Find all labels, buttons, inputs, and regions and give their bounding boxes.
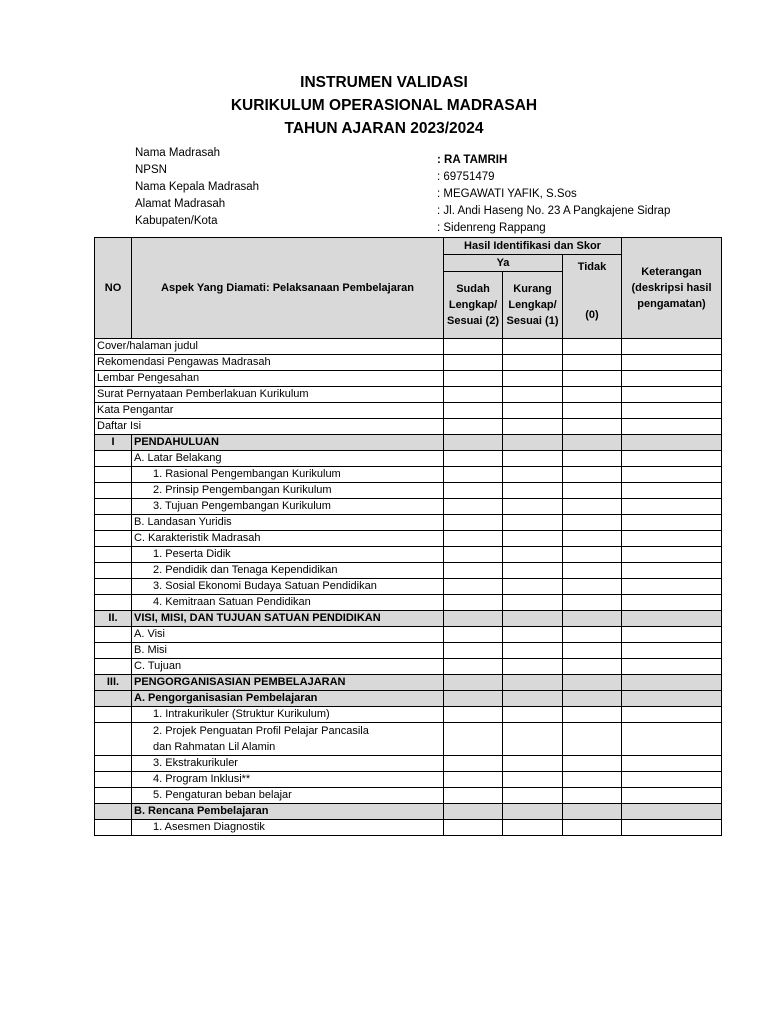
row-label: Daftar Isi	[95, 419, 444, 435]
row-label: Kata Pengantar	[95, 403, 444, 419]
row-label: Lembar Pengesahan	[95, 371, 444, 387]
table-row	[95, 403, 722, 419]
validation-table	[94, 237, 722, 836]
table-row	[95, 820, 722, 836]
subsection-row	[95, 691, 722, 707]
row-label: 2. Pendidik dan Tenaga Kependidikan	[132, 563, 444, 579]
info-labels	[135, 145, 259, 230]
table-row	[95, 371, 722, 387]
info-label: Kabupaten/Kota	[135, 215, 218, 227]
info-label: Alamat Madrasah	[135, 198, 226, 210]
section-number: I	[95, 435, 132, 451]
header-kurang: Kurang Lengkap/ Sesuai (1)	[503, 272, 563, 339]
row-label: 1. Intrakurikuler (Struktur Kurikulum)	[132, 707, 444, 723]
row-label: 3. Ekstrakurikuler	[132, 756, 444, 772]
subsection-row	[95, 804, 722, 820]
header-tidak-label: Tidak	[577, 261, 607, 273]
row-label: B. Misi	[132, 643, 444, 659]
header-sudah: Sudah Lengkap/ Sesuai (2)	[444, 272, 503, 339]
info-label: Nama Kepala Madrasah	[135, 181, 260, 193]
section-number: II.	[95, 611, 132, 627]
table-row	[95, 451, 722, 467]
row-label: 1. Rasional Pengembangan Kurikulum	[132, 467, 444, 483]
header-tidak-score: (0)	[585, 309, 599, 321]
table-row	[95, 643, 722, 659]
table-row	[95, 788, 722, 804]
info-value-kabupaten: : Sidenreng Rappang	[437, 222, 546, 234]
table-row	[95, 563, 722, 579]
section-title: VISI, MISI, DAN TUJUAN SATUAN PENDIDIKAN	[132, 611, 444, 627]
section-row	[95, 611, 722, 627]
table-row	[95, 467, 722, 483]
table-row	[95, 772, 722, 788]
row-label: 4. Program Inklusi**	[132, 772, 444, 788]
row-label: 2. Projek Penguatan Profil Pelajar Pancasila dan Rahmatan Lil Alamin	[132, 723, 444, 756]
table-row	[95, 499, 722, 515]
table-row	[95, 627, 722, 643]
row-label: C. Tujuan	[132, 659, 444, 675]
header-hasil: Hasil Identifikasi dan Skor	[444, 238, 622, 255]
row-label: 3. Tujuan Pengembangan Kurikulum	[132, 499, 444, 515]
row-label: Cover/halaman judul	[95, 339, 444, 355]
section-number: III.	[95, 675, 132, 691]
section-row	[95, 675, 722, 691]
table-row	[95, 339, 722, 355]
info-value-madrasah: : RA TAMRIH	[437, 154, 508, 166]
row-label: B. Landasan Yuridis	[132, 515, 444, 531]
table-row	[95, 355, 722, 371]
info-values	[437, 152, 670, 237]
table-row	[95, 756, 722, 772]
table-row	[95, 515, 722, 531]
row-label: Surat Pernyataan Pemberlakuan Kurikulum	[95, 387, 444, 403]
row-label: A. Latar Belakang	[132, 451, 444, 467]
section-row	[95, 435, 722, 451]
table-row	[95, 707, 722, 723]
doc-title-line2: KURIKULUM OPERASIONAL MADRASAH	[230, 97, 538, 114]
section-title: PENDAHULUAN	[132, 435, 444, 451]
table-row	[95, 723, 722, 756]
info-value-npsn: : 69751479	[437, 171, 495, 183]
row-label: 1. Peserta Didik	[132, 547, 444, 563]
row-label: C. Karakteristik Madrasah	[132, 531, 444, 547]
section-title: PENGORGANISASIAN PEMBELAJARAN	[132, 675, 444, 691]
row-label: 3. Sosial Ekonomi Budaya Satuan Pendidikan	[132, 579, 444, 595]
info-value-kepala: : MEGAWATI YAFIK, S.Sos	[437, 188, 577, 200]
table-row	[95, 387, 722, 403]
subsection-title: B. Rencana Pembelajaran	[132, 804, 444, 820]
table-row	[95, 659, 722, 675]
row-label: Rekomendasi Pengawas Madrasah	[95, 355, 444, 371]
header-no: NO	[95, 238, 132, 339]
info-label: NPSN	[135, 164, 167, 176]
row-label: A. Visi	[132, 627, 444, 643]
table-row	[95, 595, 722, 611]
table-row	[95, 483, 722, 499]
row-label: 1. Asesmen Diagnostik	[132, 820, 444, 836]
info-value-alamat: : Jl. Andi Haseng No. 23 A Pangkajene Sidrap	[437, 205, 671, 217]
subsection-title: A. Pengorganisasian Pembelajaran	[132, 691, 444, 707]
header-aspek: Aspek Yang Diamati: Pelaksanaan Pembelajaran	[132, 238, 444, 339]
table-row	[95, 547, 722, 563]
doc-title-line1: INSTRUMEN VALIDASI	[300, 74, 468, 91]
row-label: 2. Prinsip Pengembangan Kurikulum	[132, 483, 444, 499]
header-tidak	[563, 255, 622, 339]
table-row	[95, 579, 722, 595]
row-label: 5. Pengaturan beban belajar	[132, 788, 444, 804]
header-keterangan: Keterangan (deskripsi hasil pengamatan)	[622, 238, 722, 339]
row-label: 4. Kemitraan Satuan Pendidikan	[132, 595, 444, 611]
table-row	[95, 419, 722, 435]
table-row	[95, 531, 722, 547]
info-label: Nama Madrasah	[135, 147, 221, 159]
header-ya: Ya	[444, 255, 563, 272]
doc-title-line3: TAHUN AJARAN 2023/2024	[284, 120, 484, 137]
